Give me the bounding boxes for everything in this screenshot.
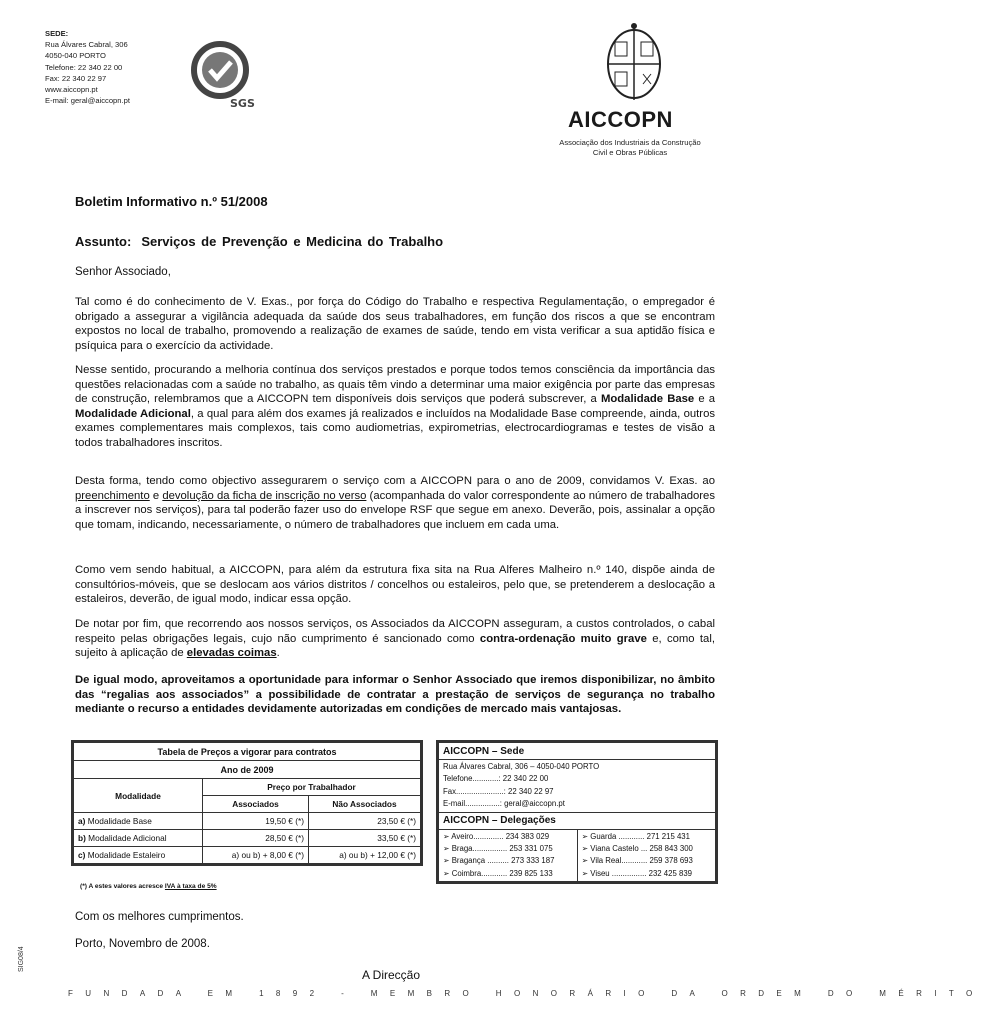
paragraph-1: Tal como é do conhecimento de V. Exas., por força do Código do Trabalho e respectiva Regulamentação, o empregador é obrigado a assegurar a vigilância adequada da saúde dos seus trabalhadores, em função dos riscos a que se encontram expostos no local de trabalho, promovendo a realização de exames de saúde, tendo em vista verificar a sua aptidão física e psíquica para o exercício da actividade.: [75, 296, 715, 352]
p2-text-a: Nesse sentido, procurando a melhoria contínua dos serviços prestados e porque todos temos consciência da importância das questões relacionadas com a saúde no trabalho, as quais têm vindo a determinar uma maior exigência por parte das empresas de construção, relembramos que a AICCOPN tem disponíveis dois serviços que poderá subscrever, a: [75, 364, 715, 405]
row-nao: a) ou b) + 12,00 € (*): [308, 847, 420, 864]
fax-line: Fax: 22 340 22 97: [45, 73, 107, 83]
paragraph-5: [75, 617, 715, 661]
row-key: a): [78, 816, 86, 826]
row-nao: 33,50 € (*): [308, 830, 420, 847]
p3-underline-2: devolução da ficha de inscrição no verso: [162, 489, 367, 502]
subject-text: Serviços de Prevenção e Medicina do Trabalho: [141, 234, 444, 249]
sede-address: Rua Álvares Cabral, 306 – 4050-040 PORTO: [443, 762, 600, 771]
p2-bold-adicional: Modalidade Adicional: [75, 407, 191, 420]
p3-underline-1: preenchimento: [75, 489, 150, 502]
p2-text-d: , a qual para além dos exames já realizados e incluídos na Modalidade Base compreende, ainda, outros exames complementares mais complexos, tais como audiometrias, expirometrias, electrocardiogramas e testes de visão a todos trabalhadores inscritos.: [75, 407, 715, 449]
delegacoes-right: [577, 829, 715, 882]
row-label: [74, 813, 203, 830]
list-item: ➢ Guarda ............ 271 215 431: [581, 831, 690, 841]
table-row: [74, 830, 421, 847]
website-line: www.aiccopn.pt: [45, 85, 98, 95]
list-item: ➢ Viana Castelo ... 258 843 300: [581, 844, 693, 854]
row-label: [74, 847, 203, 864]
row-nao: 23,50 € (*): [308, 813, 420, 830]
col-preco: Preço por Trabalhador: [203, 779, 421, 796]
p3-text-a: Desta forma, tendo como objectivo assegurarem o serviço com a AICCOPN para o ano de 2009, convidamos V. Exas. ao: [75, 475, 715, 487]
brand-subtitle: [545, 138, 715, 158]
sede-details: [439, 760, 716, 813]
row-label-text: Modalidade Adicional: [88, 833, 167, 843]
list-item: ➢ Braga................ 253 331 075: [443, 844, 553, 854]
price-table-caption-2: Ano de 2009: [74, 761, 421, 779]
row-assoc: 19,50 € (*): [203, 813, 309, 830]
sede-fax: Fax......................: 22 340 22 97: [443, 786, 554, 796]
certification-seal-icon: [180, 40, 260, 110]
greeting: Senhor Associado,: [75, 266, 171, 278]
document-reference: SIG08/4: [18, 946, 25, 972]
sender-block: [45, 28, 130, 106]
list-item: ➢ Vila Real............ 259 378 693: [581, 856, 693, 866]
p3-text-b: e: [149, 489, 163, 502]
table-row: [74, 847, 421, 864]
p3-text-c: (acompanhada do valor correspondente ao número de trabalhadores a inscrever nos serviços), para tal poderão fazer uso do envelope RSF que segue em anexo. Deverão, pois, assinalar a opção que tomam, indicando, necessariamente, o número de trabalhadores que incluem em cada uma.: [75, 489, 715, 531]
phone-line: Telefone: 22 340 22 00: [45, 62, 123, 72]
subject-label: Assunto:: [75, 234, 132, 249]
p5-bold: contra-ordenação muito grave: [479, 632, 647, 645]
delegacoes-left: [439, 829, 578, 882]
subject-line: [75, 234, 443, 249]
email-line: E-mail: geral@aiccopn.pt: [45, 96, 130, 106]
signature: A Direcção: [362, 968, 421, 982]
brand-name: AICCOPN: [568, 107, 673, 132]
row-label: [74, 830, 203, 847]
paragraph-3: [75, 474, 715, 532]
sede-label: SEDE:: [45, 29, 69, 38]
address-line: Rua Álvares Cabral, 306: [45, 40, 128, 50]
sede-phone: Telefone............: 22 340 22 00: [443, 774, 549, 784]
row-assoc: a) ou b) + 8,00 € (*): [203, 847, 309, 864]
list-item: ➢ Bragança .......... 273 333 187: [443, 856, 555, 866]
paragraph-2: [75, 363, 715, 450]
col-modalidade: Modalidade: [74, 779, 203, 813]
postal-line: 4050-040 PORTO: [45, 51, 106, 61]
row-label-text: Modalidade Base: [87, 816, 152, 826]
note-underline: IVA à taxa de 5%: [164, 883, 217, 890]
list-item: ➢ Coimbra............ 239 825 133: [443, 868, 553, 878]
col-associados: Associados: [203, 796, 309, 813]
paragraph-6: De igual modo, aproveitamos a oportunidade para informar o Senhor Associado que iremos disponibilizar, no âmbito das “regalias aos associados” a possibilidade de contratar a prestação de serviços de segurança no trabalho mediante o recurso a entidades devidamente autorizadas em condições de mercado mais vantajosas.: [75, 674, 715, 715]
paragraph-4: Como vem sendo habitual, a AICCOPN, para além da estrutura fixa sita na Rua Alferes Malheiro n.º 140, dispõe ainda de consultórios-móveis, que se deslocam aos vários distritos / concelhos ou estaleiros, pelo que, se pretenderem a deslocação a estaleiros, deverão, de igual modo, indicar essa opção.: [75, 564, 715, 605]
sgs-text: SGS: [230, 97, 255, 110]
sede-email: E-mail................: geral@aiccopn.pt: [443, 799, 565, 809]
crest-logo-icon: [605, 22, 663, 102]
price-note: [80, 883, 217, 890]
sede-title: AICCOPN – Sede: [439, 743, 716, 760]
p2-bold-base: Modalidade Base: [600, 393, 695, 405]
list-item: ➢ Viseu ................ 232 425 839: [581, 868, 692, 878]
price-table-caption-1: Tabela de Preços a vigorar para contratos: [74, 743, 421, 761]
price-table: [73, 742, 421, 864]
note-text: (*) A estes valores acresce: [80, 883, 165, 890]
list-item: ➢ Aveiro.............. 234 383 029: [443, 831, 550, 841]
table-row: [74, 813, 421, 830]
brand-subtitle-line-2: Civil e Obras Públicas: [592, 148, 668, 157]
row-key: b): [78, 833, 86, 843]
contacts-table: [438, 742, 716, 882]
closing-date: Porto, Novembro de 2008.: [75, 938, 210, 950]
p5-underline: elevadas coimas: [186, 647, 277, 659]
p2-text-c: e a: [694, 393, 715, 405]
row-label-text: Modalidade Estaleiro: [87, 850, 166, 860]
p5-text-d: .: [276, 647, 280, 659]
p5-text-c: e, como tal, sujeito à aplicação de: [75, 632, 715, 659]
p5-text-a: De notar por fim, que recorrendo aos nossos serviços, os Associados da AICCOPN asseguram, a custos controlados, o cabal respeito pelas obrigações legais, cujo não cumprimento é sancionado como: [75, 618, 715, 645]
col-nao-associados: Não Associados: [308, 796, 420, 813]
delegacoes-title: AICCOPN – Delegações: [439, 812, 716, 829]
row-key: c): [78, 850, 86, 860]
row-assoc: 28,50 € (*): [203, 830, 309, 847]
closing-regards: Com os melhores cumprimentos.: [75, 911, 244, 923]
footer-motto: FUNDADA EM 1892 - MEMBRO HONORÁRIO DA ORDEM DO MÉRITO: [68, 989, 985, 998]
brand-subtitle-line-1: Associação dos Industriais da Construção: [559, 138, 701, 147]
bulletin-title: Boletim Informativo n.º 51/2008: [75, 194, 268, 209]
